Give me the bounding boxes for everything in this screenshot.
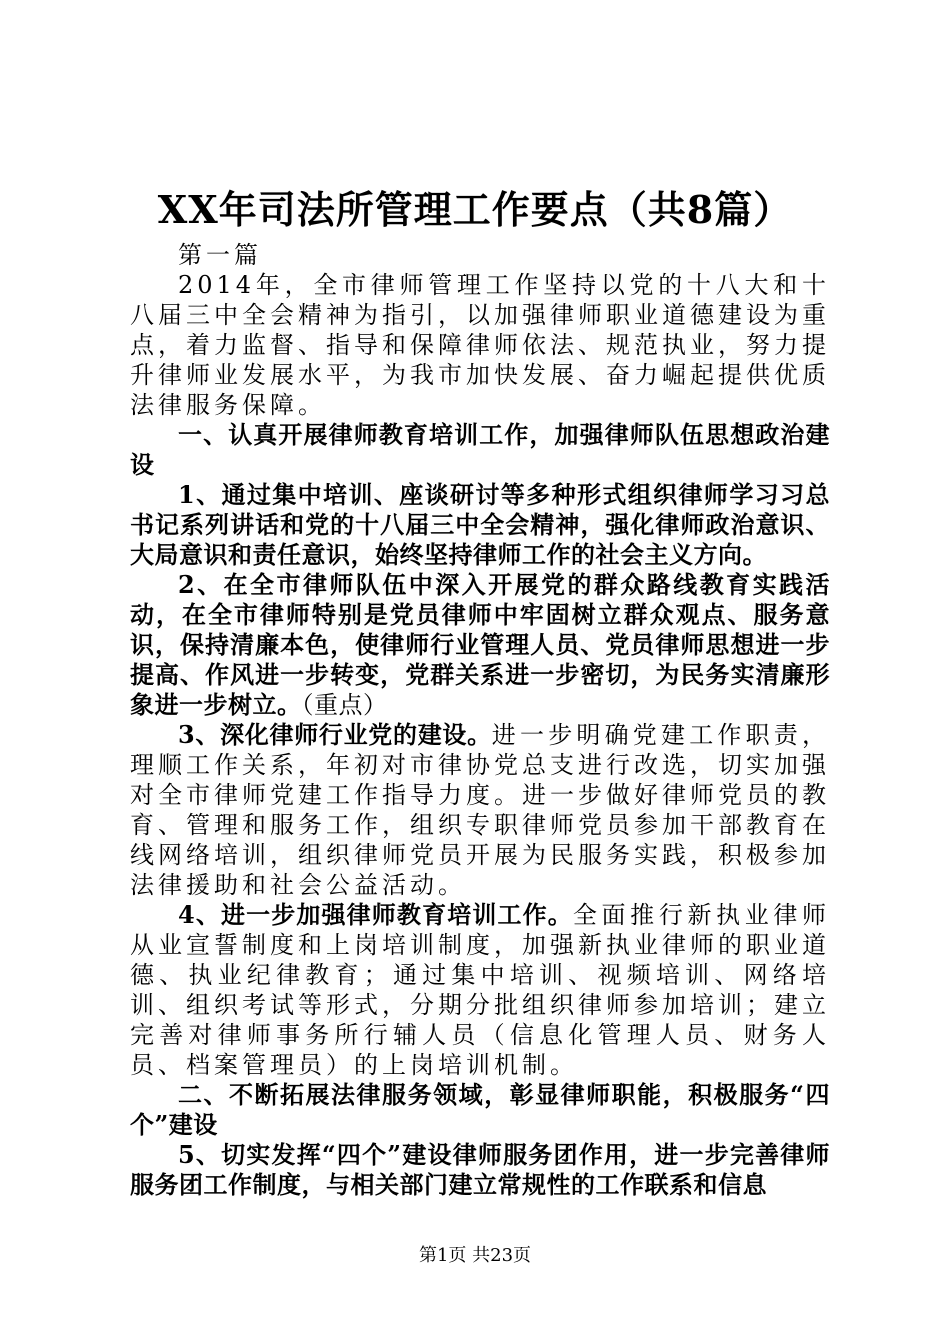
item-3-lead: 3、深化律师行业党的建设。	[178, 720, 492, 749]
item-4-lead: 4、进一步加强律师教育培训工作。	[178, 900, 573, 929]
item-2-text: 2、在全市律师队伍中深入开展党的群众路线教育实践活动，在全市律师特别是党员律师中牢固树立群众观点、服务意识，保持清廉本色，使律师行业管理人员、党员律师思想进一步提高、作风进一步转变，党群关系进一步密切，为民务实清廉形象进一步树立。	[130, 570, 830, 719]
item-1-paragraph: 1、通过集中培训、座谈研讨等多种形式组织律师学习习总书记系列讲话和党的十八届三中全会精神，强化律师政治意识、大局意识和责任意识，始终坚持律师工作的社会主义方向。	[130, 480, 830, 569]
section-heading-2: 二、不断拓展法律服务领域，彰显律师职能，积极服务“四个”建设	[130, 1080, 830, 1139]
intro-paragraph: 2014年，全市律师管理工作坚持以党的十八大和十八届三中全会精神为指引，以加强律师职业道德建设为重点，着力监督、指导和保障律师依法、规范执业，努力提升律师业发展水平，为我市加快发展、奋力崛起提供优质法律服务保障。	[130, 271, 830, 419]
section-heading-1: 一、认真开展律师教育培训工作，加强律师队伍思想政治建设	[130, 420, 830, 479]
document-title: XX年司法所管理工作要点（共8篇）	[157, 187, 793, 232]
item-2-tail: （重点）	[301, 691, 388, 719]
item-3-paragraph	[130, 720, 830, 900]
item-5-paragraph: 5、切实发挥“四个”建设律师服务团作用，进一步完善律师服务团工作制度，与相关部门建立常规性的工作联系和信息	[130, 1140, 830, 1199]
section-label: 第一篇	[178, 241, 262, 269]
item-3-text: 进一步明确党建工作职责，理顺工作关系，年初对市律协党总支进行改选，切实加强对全市律师党建工作指导力度。进一步做好律师党员的教育、管理和服务工作，组织专职律师党员参加干部教育在线网络培训，组织律师党员开展为民服务实践，积极参加法律援助和社会公益活动。	[130, 721, 830, 899]
item-2-paragraph	[130, 570, 830, 720]
item-4-text: 全面推行新执业律师从业宣誓制度和上岗培训制度，加强新执业律师的职业道德、执业纪律教育；通过集中培训、视频培训、网络培训、组织考试等形式，分期分批组织律师参加培训；建立完善对律师事务所行辅人员（信息化管理人员、财务人员、档案管理员）的上岗培训机制。	[130, 901, 831, 1079]
document-body	[130, 240, 830, 1200]
item-4-paragraph	[130, 900, 830, 1080]
page-footer: 第1页 共23页	[418, 1245, 532, 1266]
